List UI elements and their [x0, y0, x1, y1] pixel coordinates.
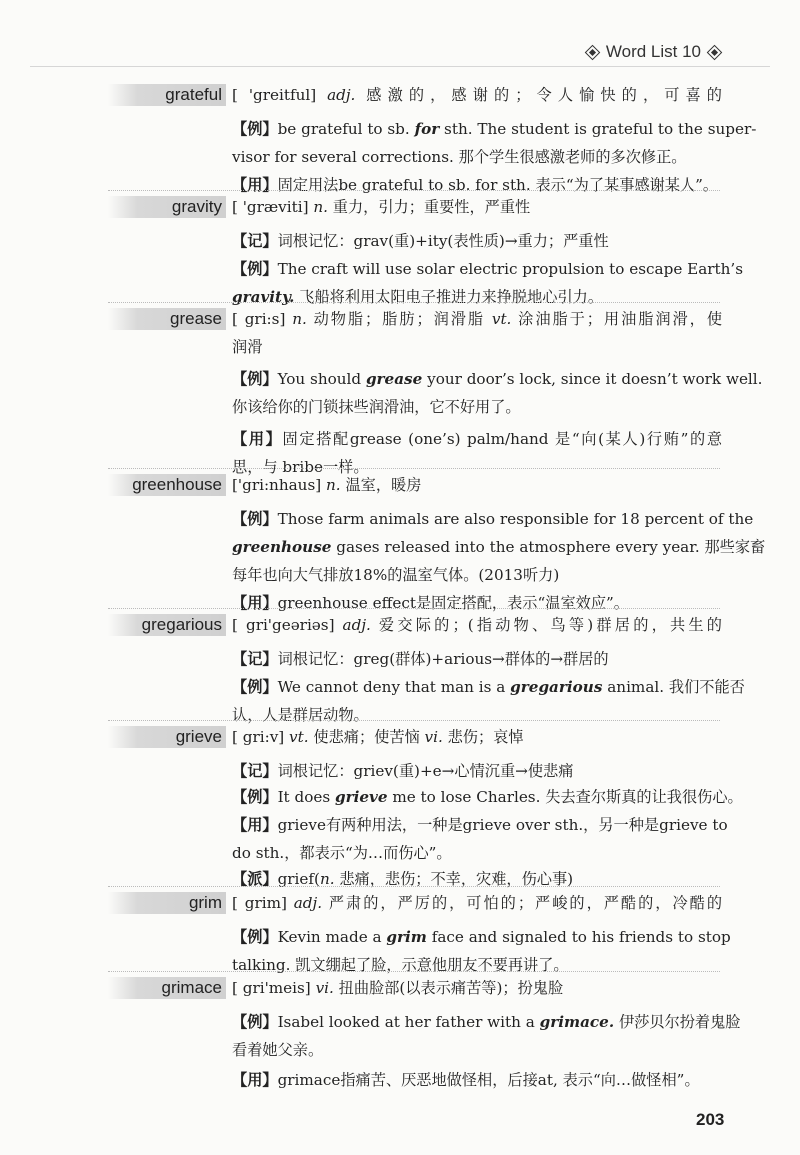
entry-line: 【例】It does grieve me to lose Charles. 失去查尔斯真的让我很伤心。 — [232, 788, 743, 806]
diamond-icon — [707, 44, 723, 60]
entry-separator — [108, 720, 720, 721]
entry-line: talking. 凯文绷起了脸，示意他朋友不要再讲了。 — [232, 956, 569, 974]
headword: grateful — [108, 84, 226, 106]
headword: grieve — [108, 726, 226, 748]
headword: gravity — [108, 196, 226, 218]
entry-line: 润滑 — [232, 338, 263, 356]
page-header — [587, 42, 720, 62]
entry-separator — [108, 468, 720, 469]
entry-line: 【例】We cannot deny that man is a gregarious animal. 我们不能否 — [232, 678, 745, 696]
headword: gregarious — [108, 614, 226, 636]
entry-line: 【记】词根记忆：greg(群体)+arious→群体的→群居的 — [232, 650, 609, 668]
entry-separator — [108, 886, 720, 887]
entry-separator — [108, 971, 720, 972]
header-divider — [30, 66, 770, 67]
entry-line: do sth.，都表示“为…而伤心”。 — [232, 844, 452, 862]
headword: greenhouse — [108, 474, 226, 496]
pronunciation-definition: [ grim] adj. 严肃的，严厉的，可怕的；严峻的，严酷的，冷酷的 — [232, 894, 723, 912]
entry-line: 【例】Isabel looked at her father with a grimace. 伊莎贝尔扮着鬼脸 — [232, 1013, 741, 1031]
pronunciation-definition: [ gri'geəriəs] adj. 爱交际的；(指动物、鸟等)群居的，共生的 — [232, 616, 722, 634]
entry-line: 【例】be grateful to sb. for sth. The student is grateful to the super- — [232, 120, 757, 138]
entry-line: 【例】Those farm animals are also responsible for 18 percent of the — [232, 510, 754, 528]
entry-line: 【用】grieve有两种用法，一种是grieve over sth.，另一种是grieve to — [232, 816, 728, 834]
entry-line: 看着她父亲。 — [232, 1041, 324, 1059]
entry-line: gravity. 飞船将利用太阳电子推进力来挣脱地心引力。 — [232, 288, 604, 306]
pronunciation-definition: [ 'greitful] adj. 感激的，感谢的；令人愉快的，可喜的 — [232, 86, 722, 104]
entry-line: 每年也向大气排放18%的温室气体。(2013听力) — [232, 566, 560, 584]
entry-separator — [108, 190, 720, 191]
pronunciation-definition: [ gri'meis] vi. 扭曲脸部(以表示痛苦等)；扮鬼脸 — [232, 979, 564, 997]
entry-line: 【例】The craft will use solar electric propulsion to escape Earth’s — [232, 260, 744, 278]
entry-line: 【用】固定搭配grease (one’s) palm/hand 是“向(某人)行贿”的意 — [232, 430, 723, 448]
header-title: Word List 10 — [605, 42, 701, 61]
entry-separator — [108, 608, 720, 609]
entry-line: 思，与 bribe一样。 — [232, 458, 369, 476]
diamond-icon — [585, 44, 601, 60]
entry-line: 【用】固定用法be grateful to sb. for sth. 表示“为了某事感谢某人”。 — [232, 176, 719, 194]
entry-line: 【用】greenhouse effect是固定搭配，表示“温室效应”。 — [232, 594, 629, 612]
pronunciation-definition: [ gri:v] vt. 使悲痛；使苦恼 vi. 悲伤；哀悼 — [232, 728, 524, 746]
headword: grimace — [108, 977, 226, 999]
entry-line: 【派】grief(n. 悲痛，悲伤；不幸，灾难，伤心事) — [232, 870, 574, 888]
entry-line: visor for several corrections. 那个学生很感激老师的多次修正。 — [232, 148, 687, 166]
page-number: 203 — [696, 1110, 725, 1129]
pronunciation-definition: ['gri:nhaus] n. 温室，暖房 — [232, 476, 422, 494]
entry-line: 【例】You should grease your door’s lock, since it doesn’t work well. — [232, 370, 763, 388]
entry-line: 【记】词根记忆：griev(重)+e→心情沉重→使悲痛 — [232, 762, 574, 780]
pronunciation-definition: [ gri:s] n. 动物脂；脂肪；润滑脂 vt. 涂油脂于；用油脂润滑，使 — [232, 310, 723, 328]
entry-line: 【例】Kevin made a grim face and signaled to his friends to stop — [232, 928, 731, 946]
pronunciation-definition: [ 'græviti] n. 重力，引力；重要性，严重性 — [232, 198, 531, 216]
headword: grim — [108, 892, 226, 914]
entry-line: 【用】grimace指痛苦、厌恶地做怪相，后接at, 表示“向…做怪相”。 — [232, 1071, 700, 1089]
entry-line: 认，人是群居动物。 — [232, 706, 369, 724]
entry-line: 【记】词根记忆：grav(重)+ity(表性质)→重力；严重性 — [232, 232, 609, 250]
headword: grease — [108, 308, 226, 330]
entry-line: 你该给你的门锁抹些润滑油，它不好用了。 — [232, 398, 521, 416]
entry-line: greenhouse gases released into the atmosphere every year. 那些家畜 — [232, 538, 766, 556]
entry-separator — [108, 302, 720, 303]
